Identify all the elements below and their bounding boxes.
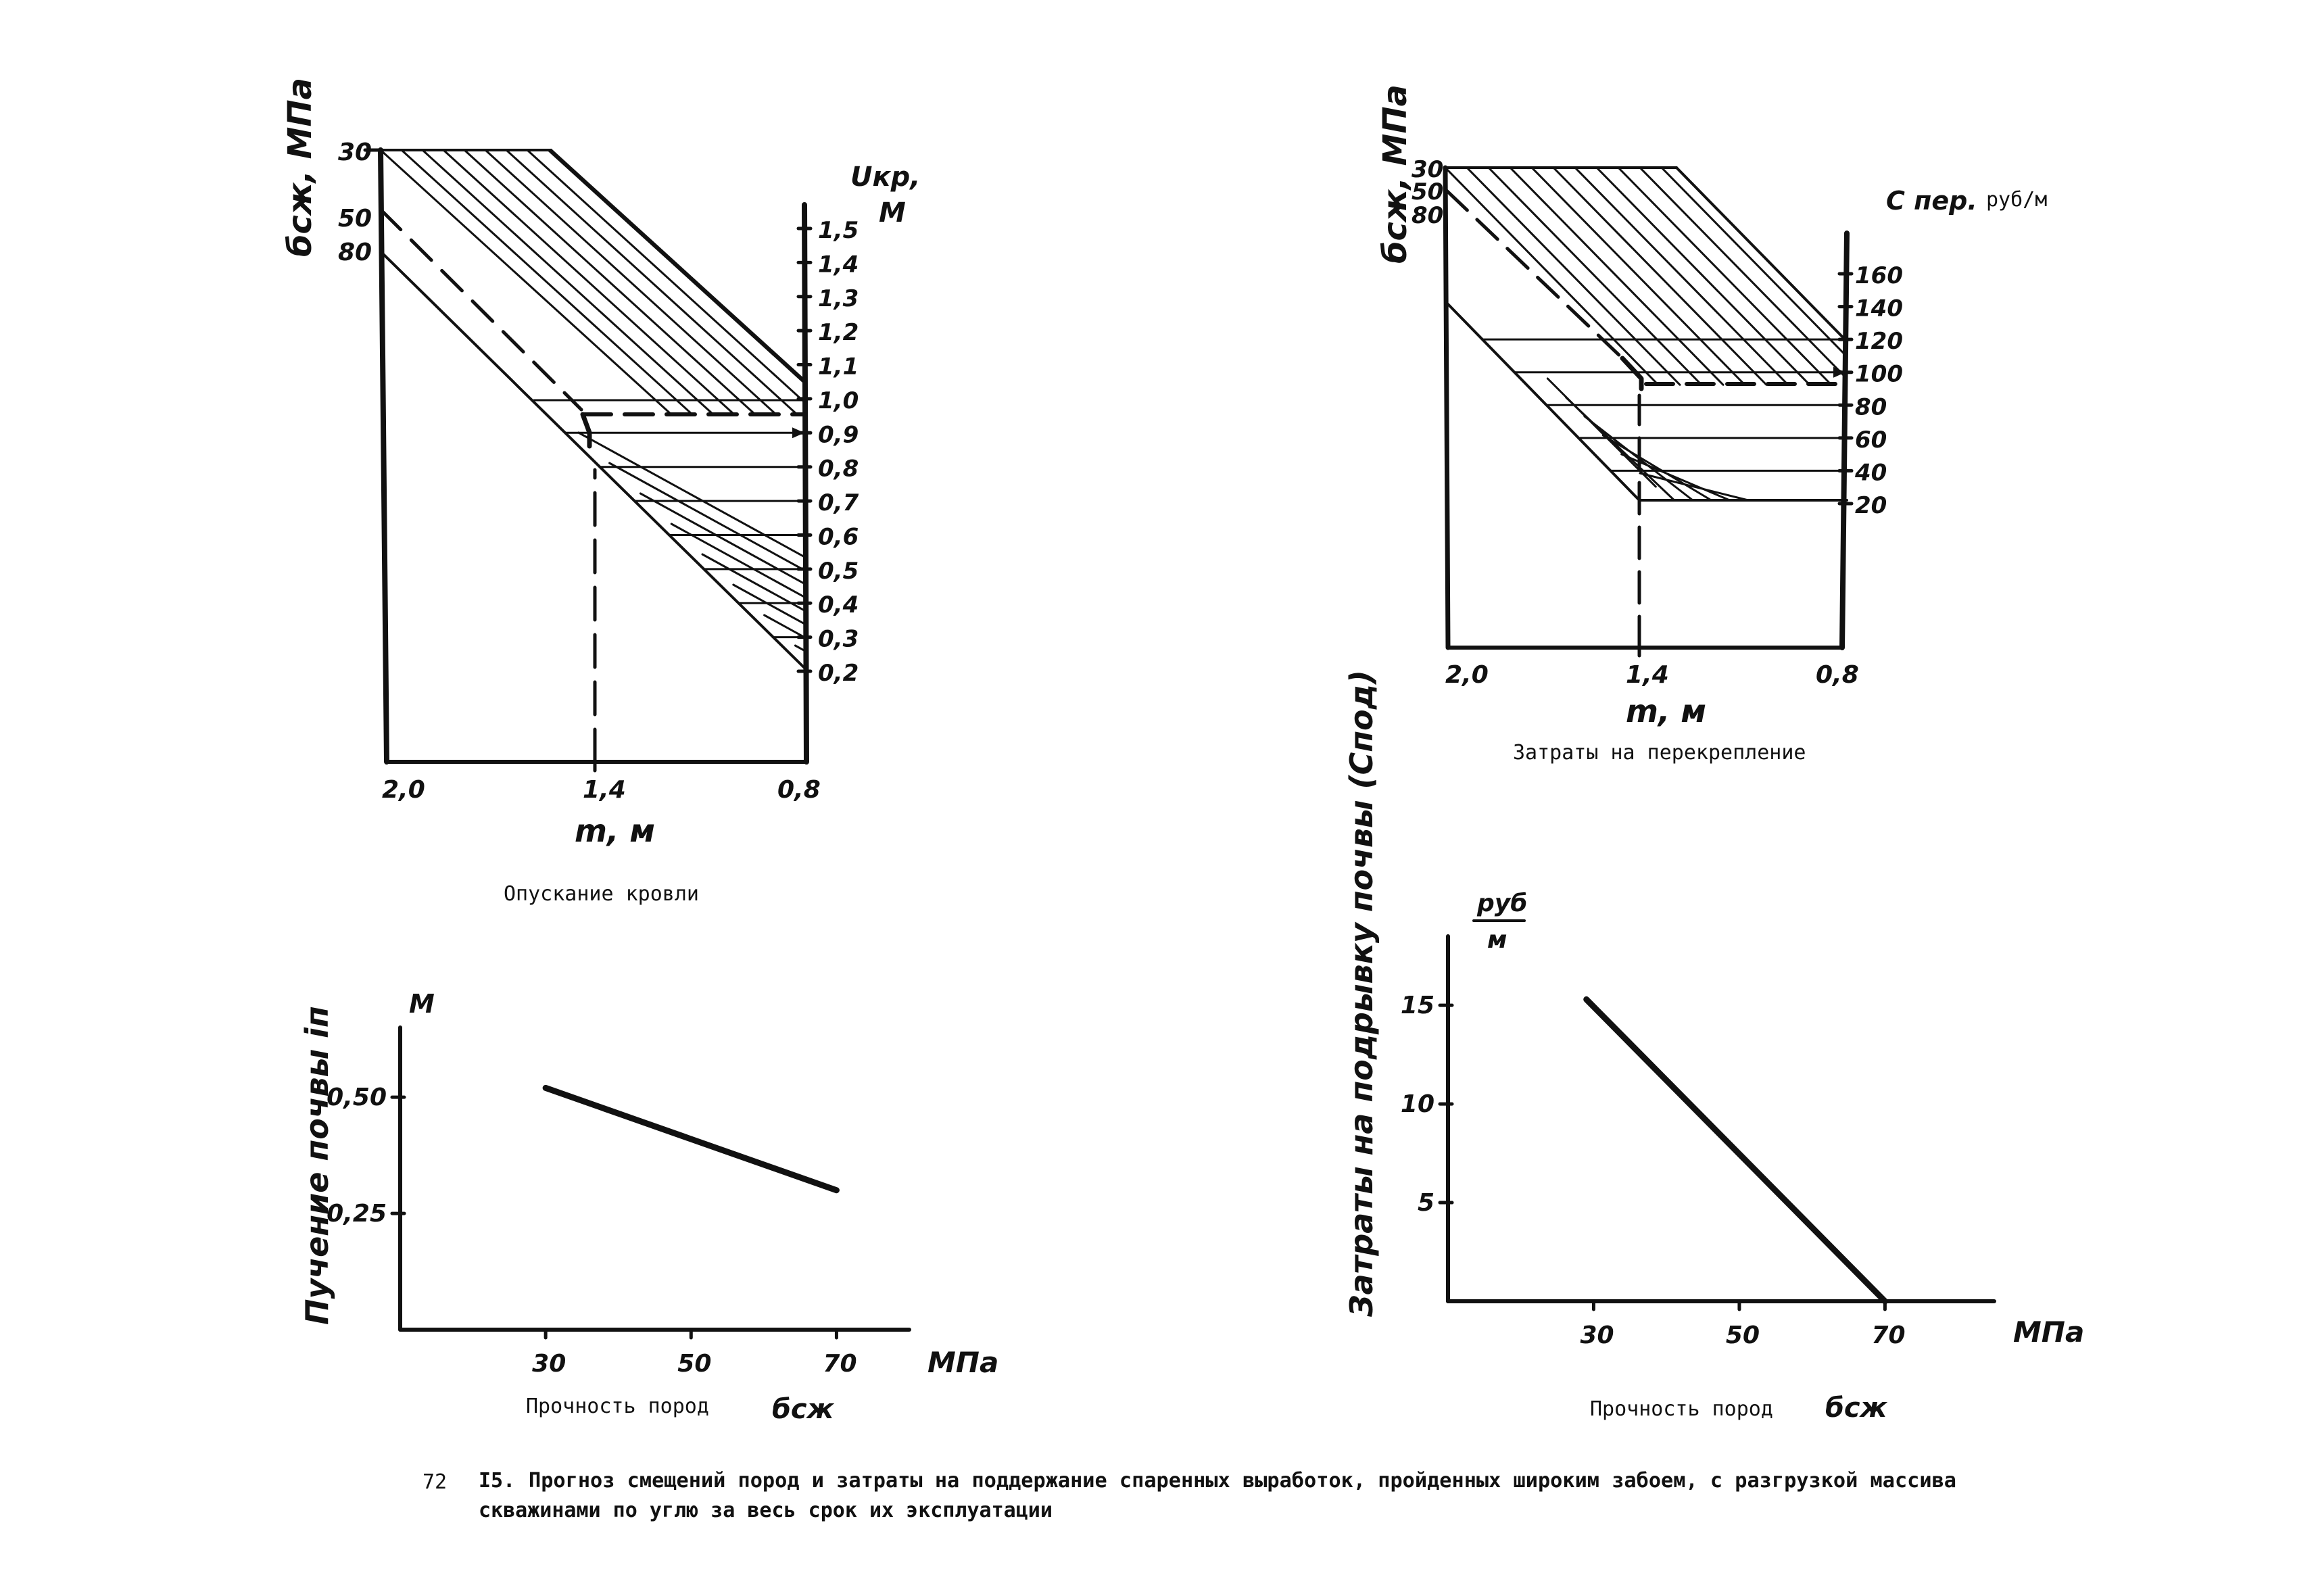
roof-right-tick-label: 1,1 bbox=[818, 353, 859, 381]
roof-hatch-diagonal bbox=[443, 150, 735, 415]
roof-right-tick-label: 1,2 bbox=[818, 319, 859, 347]
reinforcement-right-tick-label: 120 bbox=[1855, 328, 1903, 356]
roof-hatch-diagonal bbox=[423, 150, 714, 415]
roof-left-axis bbox=[381, 150, 387, 762]
roof-example-corner bbox=[583, 414, 589, 446]
roof-hatch-diagonal bbox=[485, 150, 777, 415]
reinforcement-band-bottom-edge bbox=[1448, 304, 1639, 500]
reinforcement-left-tick-50: 50 bbox=[1412, 178, 1444, 205]
floor-heave-x-tick-label: 70 bbox=[823, 1350, 857, 1378]
floor-cost-x-label: Прочность пород bbox=[1590, 1397, 1773, 1421]
reinforcement-right-tick-label: 80 bbox=[1855, 393, 1887, 421]
roof-example-diagonal bbox=[381, 210, 581, 410]
reinforcement-hatch-diagonal bbox=[1553, 168, 1766, 385]
roof-hatch-diagonal bbox=[381, 150, 672, 415]
floor-cost-x-tick-label: 70 bbox=[1871, 1322, 1906, 1349]
roof-left-tick-80: 80 bbox=[338, 239, 372, 266]
roof-lowering-nomogram bbox=[281, 78, 920, 906]
reinforcement-left-tick-30: 30 bbox=[1412, 156, 1444, 183]
reinforcement-right-axis bbox=[1842, 233, 1847, 648]
floor-heave-series-line bbox=[546, 1088, 836, 1190]
roof-left-axis-label: бсж, МПа bbox=[281, 77, 319, 257]
roof-hatch-diagonal bbox=[610, 463, 804, 571]
reinforcement-hatch-diagonal bbox=[1467, 168, 1680, 385]
floor-heave-y-label: Пучение почвы iп bbox=[299, 1006, 335, 1325]
caption-line-2: скважинами по углю за весь срок их эксплуатации bbox=[479, 1499, 1053, 1522]
floor-heave-plot bbox=[327, 1084, 857, 1378]
reinforcement-hatch-diagonal bbox=[1640, 168, 1847, 379]
floor-heave-x-label: Прочность пород bbox=[526, 1395, 709, 1418]
floor-cost-series-line bbox=[1587, 999, 1885, 1301]
roof-right-tick-label: 0,7 bbox=[818, 489, 859, 517]
roof-chart-title: Опускание кровли bbox=[504, 882, 699, 906]
floor-cost-y-unit-den: м bbox=[1487, 926, 1507, 954]
roof-band-top-edge bbox=[551, 150, 804, 381]
floor-cost-y-unit-num: руб bbox=[1477, 890, 1528, 917]
reinforcement-right-tick-label: 140 bbox=[1855, 295, 1903, 322]
reinforcement-chart-title: Затраты на перекрепление bbox=[1513, 741, 1806, 765]
reinforcement-left-tick-80: 80 bbox=[1412, 202, 1444, 229]
roof-right-axis-label: Uкр, bbox=[850, 162, 921, 193]
page-number: 72 bbox=[423, 1470, 448, 1494]
roof-right-tick-label: 1,0 bbox=[818, 387, 859, 414]
roof-right-tick-label: 0,9 bbox=[818, 421, 859, 449]
roof-right-tick-label: 1,4 bbox=[818, 251, 859, 279]
roof-right-tick-label: 0,6 bbox=[818, 523, 859, 551]
roof-right-tick-labels bbox=[818, 217, 859, 687]
reinforcement-left-axis-label: бсж, МПа bbox=[1376, 84, 1414, 264]
reinforcement-right-tick-labels bbox=[1854, 262, 1903, 519]
roof-right-tick-label: 1,5 bbox=[818, 217, 859, 244]
reinforcement-band-top-edge bbox=[1676, 168, 1847, 341]
floor-heave-x-tick-label: 50 bbox=[677, 1350, 712, 1378]
reinforcement-right-axis-label: С пер. bbox=[1886, 186, 1977, 216]
roof-band-bottom-edge bbox=[381, 251, 804, 668]
roof-x-tick-1-4: 1,4 bbox=[583, 776, 626, 804]
roof-right-tick-label: 1,3 bbox=[818, 285, 859, 312]
reinforcement-hatch-diagonal bbox=[1597, 168, 1810, 385]
floor-cost-chart bbox=[1343, 670, 2084, 1424]
caption-number: I5. bbox=[479, 1469, 516, 1493]
floor-cost-y-label: Затраты на подрывку почвы (Cпод) bbox=[1343, 670, 1380, 1317]
caption-line-1: Прогноз смещений пород и затраты на поддержание спаренных выработок, пройденных широким забоем, с разгрузкой массива bbox=[529, 1469, 1956, 1493]
reinforcement-hatch-diagonal bbox=[1618, 168, 1831, 385]
reinforcement-right-tick-label: 60 bbox=[1855, 426, 1887, 454]
reinforcement-x-tick-1-4: 1,4 bbox=[1626, 661, 1669, 689]
roof-hatch-diagonal bbox=[795, 646, 804, 650]
reinforcement-hatch-diagonal bbox=[1532, 168, 1745, 385]
reinforcement-right-axis-unit: руб/м bbox=[1986, 188, 2048, 212]
floor-cost-x-symbol: бсж bbox=[1825, 1393, 1887, 1424]
reinforcement-hatch-diagonal bbox=[1445, 168, 1658, 385]
reinforcement-hatch-diagonal bbox=[1575, 168, 1788, 385]
reinforcement-example-corner bbox=[1622, 358, 1641, 389]
floor-cost-y-tick-label: 10 bbox=[1400, 1090, 1434, 1119]
roof-x-tick-2-0: 2,0 bbox=[382, 776, 425, 804]
floor-heave-x-unit: МПа bbox=[927, 1346, 999, 1379]
roof-x-axis-label: m, м bbox=[575, 813, 656, 849]
roof-x-tick-0-8: 0,8 bbox=[777, 776, 821, 804]
roof-right-tick-label: 0,4 bbox=[818, 591, 859, 619]
roof-right-tick-label: 0,8 bbox=[818, 455, 859, 483]
floor-cost-x-unit: МПа bbox=[2013, 1315, 2085, 1349]
floor-heave-y-tick-label: 0,50 bbox=[327, 1084, 387, 1112]
floor-cost-y-tick-label: 5 bbox=[1417, 1189, 1434, 1217]
roof-right-tick-label: 0,3 bbox=[818, 625, 859, 653]
floor-heave-x-tick-label: 30 bbox=[532, 1350, 566, 1378]
reinforcement-x-axis-label: m, м bbox=[1626, 693, 1707, 729]
roof-hatch-lines bbox=[381, 150, 804, 650]
reinforcement-right-tick-label: 40 bbox=[1855, 459, 1887, 487]
reinforcement-cost-nomogram bbox=[1376, 84, 2047, 765]
floor-heave-y-unit: М bbox=[409, 989, 435, 1019]
reinforcement-hatch-diagonal bbox=[1489, 168, 1702, 385]
roof-right-tick-label: 0,5 bbox=[818, 557, 859, 585]
roof-hatch-diagonal bbox=[527, 150, 804, 402]
reinforcement-right-tick-label: 100 bbox=[1855, 360, 1903, 388]
floor-cost-y-tick-label: 15 bbox=[1400, 992, 1434, 1020]
reinforcement-left-axis bbox=[1445, 168, 1448, 648]
reinforcement-hatch-diagonal bbox=[1566, 397, 1674, 500]
floor-heave-y-tick-label: 0,25 bbox=[327, 1200, 387, 1228]
roof-right-tick-label: 0,2 bbox=[818, 660, 859, 687]
reinforcement-right-tick-label: 20 bbox=[1855, 492, 1887, 519]
roof-right-axis-unit: М bbox=[879, 197, 906, 228]
roof-left-tick-30: 30 bbox=[338, 139, 372, 166]
roof-hatch-diagonal bbox=[548, 150, 804, 383]
floor-cost-x-tick-label: 30 bbox=[1580, 1322, 1614, 1349]
floor-cost-plot bbox=[1401, 992, 1906, 1349]
floor-cost-x-tick-label: 50 bbox=[1725, 1322, 1760, 1349]
roof-hatch-diagonal bbox=[640, 493, 804, 583]
roof-left-tick-50: 50 bbox=[338, 205, 372, 233]
floor-heave-chart bbox=[299, 989, 998, 1425]
reinforcement-hatch-lines bbox=[1445, 168, 1847, 500]
reinforcement-hatch-diagonal bbox=[1603, 435, 1711, 500]
roof-right-axis bbox=[804, 205, 806, 762]
reinforcement-x-tick-0-8: 0,8 bbox=[1816, 661, 1859, 689]
roof-hatch-diagonal bbox=[506, 150, 798, 415]
reinforcement-right-tick-label: 160 bbox=[1855, 262, 1903, 289]
roof-hatch-diagonal bbox=[579, 433, 804, 557]
reinforcement-x-tick-2-0: 2,0 bbox=[1445, 661, 1489, 689]
floor-heave-x-symbol: бсж bbox=[772, 1394, 834, 1425]
